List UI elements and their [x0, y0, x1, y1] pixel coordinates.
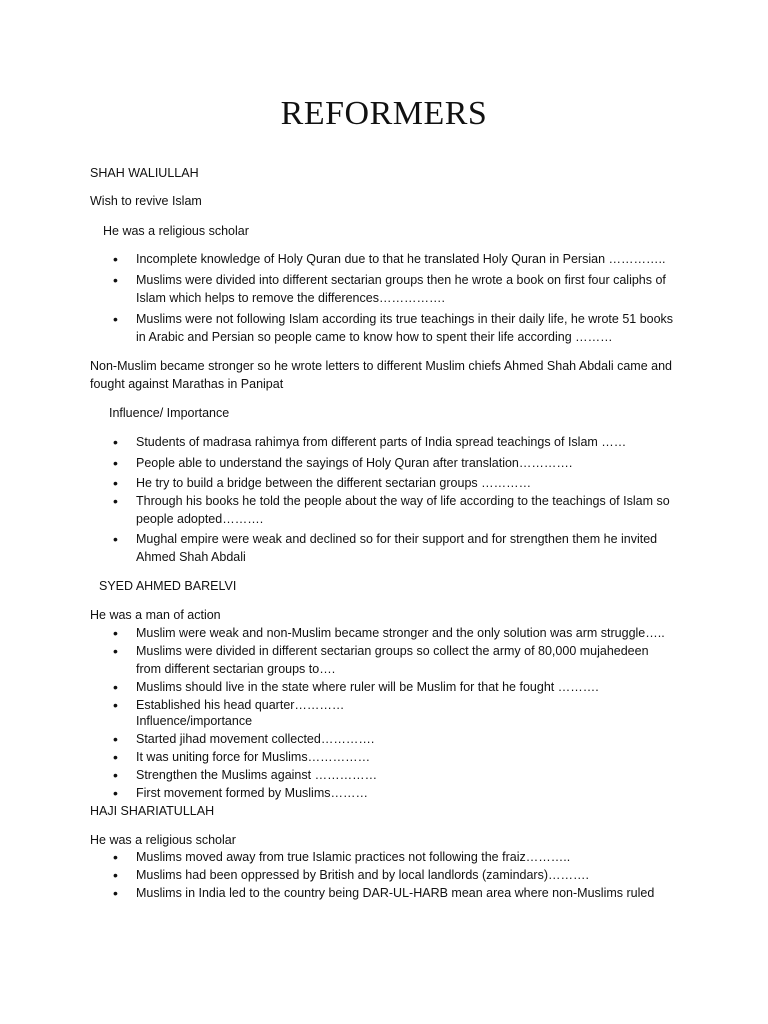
list-item: • He try to build a bridge between the different sectarian groups ………… — [0, 474, 676, 492]
list-item: • People able to understand the sayings of Holy Quran after translation…………. — [0, 454, 676, 472]
section-heading-haji-shariatullah: HAJI SHARIATULLAH — [90, 804, 215, 818]
section-intro: Wish to revive Islam — [90, 194, 202, 208]
section-intro: He was a man of action — [90, 608, 221, 622]
section-heading-syed-ahmed-barelvi: SYED AHMED BARELVI — [99, 579, 237, 593]
syed-ahmed-influence — [0, 730, 768, 802]
list-item: • Mughal empire were weak and declined so for their support and for strengthen them he invited Ahmed Shah Abdali — [0, 530, 676, 566]
section-intro: He was a religious scholar — [90, 833, 236, 847]
section-role: He was a religious scholar — [103, 224, 249, 238]
syed-ahmed-bullets — [0, 624, 768, 714]
list-item: • First movement formed by Muslims……… — [0, 784, 676, 802]
list-item: • Started jihad movement collected…………. — [0, 730, 676, 748]
list-item: • Muslim were weak and non-Muslim became stronger and the only solution was arm struggle….. — [0, 624, 676, 642]
list-item: • Incomplete knowledge of Holy Quran due to that he translated Holy Quran in Persian ………….. — [0, 250, 676, 268]
list-item: • Muslims were divided into different sectarian groups then he wrote a book on first four caliphs of Islam which helps to remove the differences……………. — [0, 271, 676, 307]
influence-label: Influence/importance — [136, 714, 253, 728]
list-item: • It was uniting force for Muslims…………… — [0, 748, 676, 766]
list-item: • Through his books he told the people about the way of life according to the teachings of Islam so people adopted………. — [0, 492, 676, 528]
list-item: • Muslims should live in the state where ruler will be Muslim for that he fought ………. — [0, 678, 676, 696]
section-heading-shah-waliullah: SHAH WALIULLAH — [90, 166, 199, 180]
shah-waliullah-influence — [0, 433, 768, 566]
list-item: • Strengthen the Muslims against …………… — [0, 766, 676, 784]
page-title: REFORMERS — [280, 95, 488, 132]
list-item: • Students of madrasa rahimya from different parts of India spread teachings of Islam …… — [0, 433, 676, 451]
paragraph: Non-Muslim became stronger so he wrote letters to different Muslim chiefs Ahmed Shah Abdali came and fought against Marathas in Panipat — [90, 359, 672, 391]
influence-label: Influence/ Importance — [109, 406, 230, 420]
haji-shariatullah-bullets — [0, 848, 768, 902]
list-item: • Muslims were divided in different sectarian groups so collect the army of 80,000 mujahedeen from different sectarian groups to…. — [0, 642, 676, 678]
list-item: • Muslims moved away from true Islamic practices not following the fraiz……….. — [0, 848, 676, 866]
shah-waliullah-bullets — [0, 250, 768, 349]
list-item: • Established his head quarter………… — [0, 696, 676, 714]
list-item: • Muslims in India led to the country being DAR-UL-HARB mean area where non-Muslims ruled — [0, 884, 676, 902]
list-item: • Muslims had been oppressed by British and by local landlords (zamindars)………. — [0, 866, 676, 884]
list-item: • Muslims were not following Islam according its true teachings in their daily life, he wrote 51 books in Arabic and Persian so people came to know how to spent their life according ……… — [0, 310, 676, 346]
